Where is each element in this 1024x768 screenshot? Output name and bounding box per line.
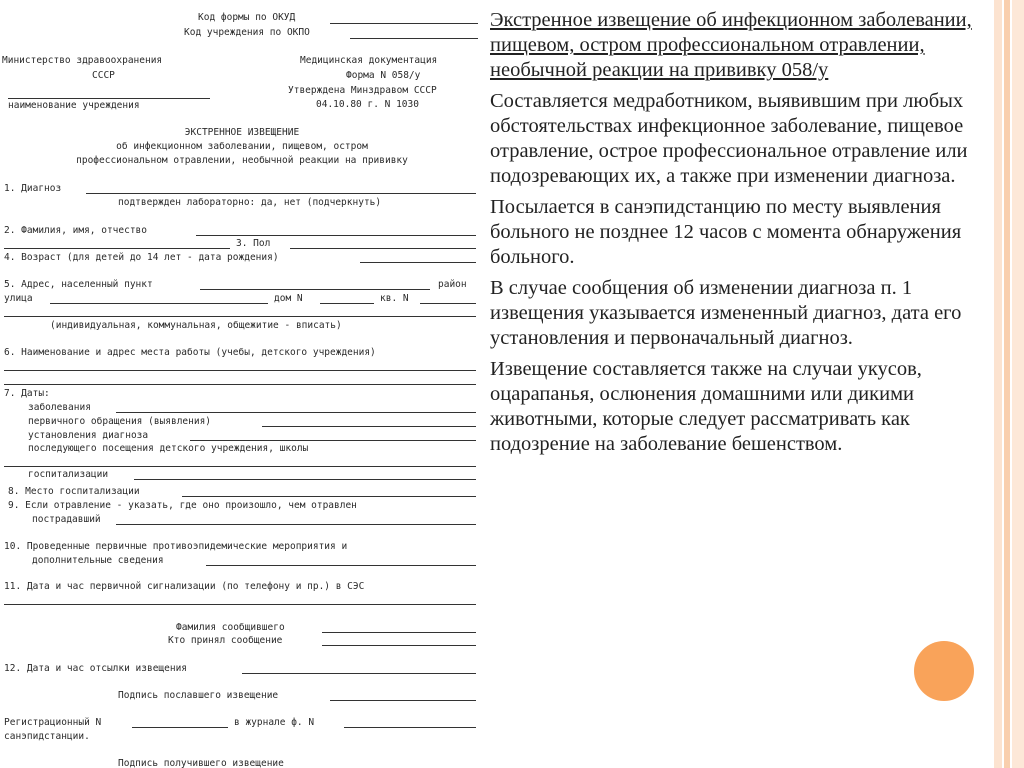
okpo-line bbox=[350, 38, 478, 39]
ministry-label: Министерство здравоохранения bbox=[2, 55, 163, 66]
date-hospital-line bbox=[134, 479, 476, 480]
address-line-2 bbox=[4, 316, 476, 317]
institution-label: наименование учреждения bbox=[8, 100, 140, 111]
form-number: Форма N 058/у bbox=[346, 70, 421, 81]
field-reg-number: Регистрационный N bbox=[4, 717, 102, 728]
receiver-line bbox=[322, 645, 476, 646]
form-subtitle-1: об инфекционном заболевании, пищевом, остром bbox=[116, 141, 368, 152]
slide-paragraph-2: Посылается в санэпидстанцию по месту выявления больного не позднее 12 часов с момента обнаружения больного. bbox=[490, 196, 962, 268]
slide-heading: Экстренное извещение об инфекционном заболевании, пищевом, остром профессиональном отравлении, необычной реакции на прививку 058/у bbox=[490, 9, 972, 81]
border-stripe-3 bbox=[1012, 0, 1024, 768]
field-street: улица bbox=[4, 293, 33, 304]
field-housing-type: (индивидуальная, коммунальная, общежитие - вписать) bbox=[50, 320, 342, 331]
field-apartment: кв. N bbox=[380, 293, 409, 304]
fullname-line bbox=[196, 235, 476, 236]
date-illness-line bbox=[116, 412, 476, 413]
approved-date: 04.10.80 г. N 1030 bbox=[316, 99, 419, 110]
field-age: 4. Возраст (для детей до 14 лет - дата рождения) bbox=[4, 252, 279, 263]
field-lab-confirmed: подтвержден лабораторно: да, нет (подчеркнуть) bbox=[118, 197, 382, 208]
medical-docs-label: Медицинская документация bbox=[300, 55, 438, 66]
age-line bbox=[360, 262, 476, 263]
slide-paragraph-3: В случае сообщения об изменении диагноза п. 1 извещения указывается измененный диагноз, дата его установления и первоначальный диагноз. bbox=[490, 277, 962, 349]
first-signal-line bbox=[4, 604, 476, 605]
sender-sign-line bbox=[330, 700, 476, 701]
border-stripe-2 bbox=[1004, 0, 1010, 768]
form-058u-image bbox=[0, 0, 484, 768]
slide-paragraph-4: Извещение составляется также на случаи укусов, оцарапанья, ослюнения домашними или дикими животными, которые следует рассматривать как подозрение на заболевание бешенством. bbox=[490, 358, 922, 455]
send-date-line bbox=[242, 673, 476, 674]
field-diagnosis: 1. Диагноз bbox=[4, 183, 62, 194]
field-receiver: Кто принял сообщение bbox=[168, 635, 283, 646]
slide-paragraph-1: Составляется медработником, выявившим при любых обстоятельствах инфекционное заболевание, пищевое отравление, острое профессиональное отравление или подозревающих их, а также при изменении диагноза. bbox=[490, 90, 968, 187]
field-poisoning: 9. Если отравление - указать, где оно произошло, чем отравлен bbox=[8, 500, 357, 511]
field-journal: в журнале ф. N bbox=[234, 717, 315, 728]
field-hospital-place: 8. Место госпитализации bbox=[8, 486, 140, 497]
field-date-illness: заболевания bbox=[28, 402, 91, 413]
field-reporter: Фамилия сообщившего bbox=[176, 622, 285, 633]
institution-line bbox=[8, 98, 210, 99]
field-sender-sign: Подпись пославшего извещение bbox=[118, 690, 279, 701]
field-measures: 10. Проведенные первичные противоэпидемические мероприятия и bbox=[4, 541, 348, 552]
field-date-diagnosis: установления диагноза bbox=[28, 430, 149, 441]
field-additional: дополнительные сведения bbox=[32, 555, 164, 566]
field-address: 5. Адрес, населенный пункт bbox=[4, 279, 153, 290]
slide-text bbox=[490, 8, 990, 463]
victim-line bbox=[116, 524, 476, 525]
field-date-school: последующего посещения детского учреждения, школы bbox=[28, 443, 309, 454]
house-line bbox=[320, 303, 374, 304]
journal-line bbox=[344, 727, 476, 728]
field-fullname: 2. Фамилия, имя, отчество bbox=[4, 225, 147, 236]
additional-line bbox=[206, 565, 476, 566]
field-district: район bbox=[438, 279, 467, 290]
approved-label: Утверждена Минздравом СССР bbox=[288, 85, 437, 96]
field-ses: санэпидстанции. bbox=[4, 731, 90, 742]
hospital-place-line bbox=[182, 496, 476, 497]
border-stripe-1 bbox=[994, 0, 1002, 768]
field-house: дом N bbox=[274, 293, 303, 304]
field-victim: пострадавший bbox=[32, 514, 101, 525]
ussr-label: СССР bbox=[92, 70, 115, 81]
fullname-line-2 bbox=[4, 248, 230, 249]
field-workplace: 6. Наименование и адрес места работы (учебы, детского учреждения) bbox=[4, 347, 376, 358]
field-first-signal: 11. Дата и час первичной сигнализации (по телефону и пр.) в СЭС bbox=[4, 581, 365, 592]
accent-circle bbox=[914, 641, 974, 701]
sex-line bbox=[290, 248, 476, 249]
diagnosis-line bbox=[86, 193, 476, 194]
reporter-line bbox=[322, 632, 476, 633]
workplace-line-2 bbox=[4, 384, 476, 385]
street-line bbox=[50, 303, 268, 304]
date-first-visit-line bbox=[262, 426, 476, 427]
workplace-line bbox=[4, 370, 476, 371]
okpo-label: Код учреждения по ОКПО bbox=[184, 27, 310, 38]
field-date-first-visit: первичного обращения (выявления) bbox=[28, 416, 212, 427]
form-title: ЭКСТРЕННОЕ ИЗВЕЩЕНИЕ bbox=[184, 127, 300, 138]
address-line bbox=[200, 289, 430, 290]
field-dates: 7. Даты: bbox=[4, 388, 50, 399]
date-school-line bbox=[4, 466, 476, 467]
field-send-date: 12. Дата и час отсылки извещения bbox=[4, 663, 188, 674]
okud-line bbox=[330, 23, 478, 24]
field-sex: 3. Пол bbox=[236, 238, 271, 249]
apartment-line bbox=[420, 303, 476, 304]
form-subtitle-2: профессиональном отравлении, необычной реакции на прививку bbox=[76, 155, 408, 166]
reg-number-line bbox=[132, 727, 228, 728]
field-date-hospital: госпитализации bbox=[28, 469, 109, 480]
date-diagnosis-line bbox=[190, 440, 476, 441]
field-receiver-sign: Подпись получившего извещение bbox=[118, 758, 284, 768]
okud-label: Код формы по ОКУД bbox=[198, 12, 296, 23]
